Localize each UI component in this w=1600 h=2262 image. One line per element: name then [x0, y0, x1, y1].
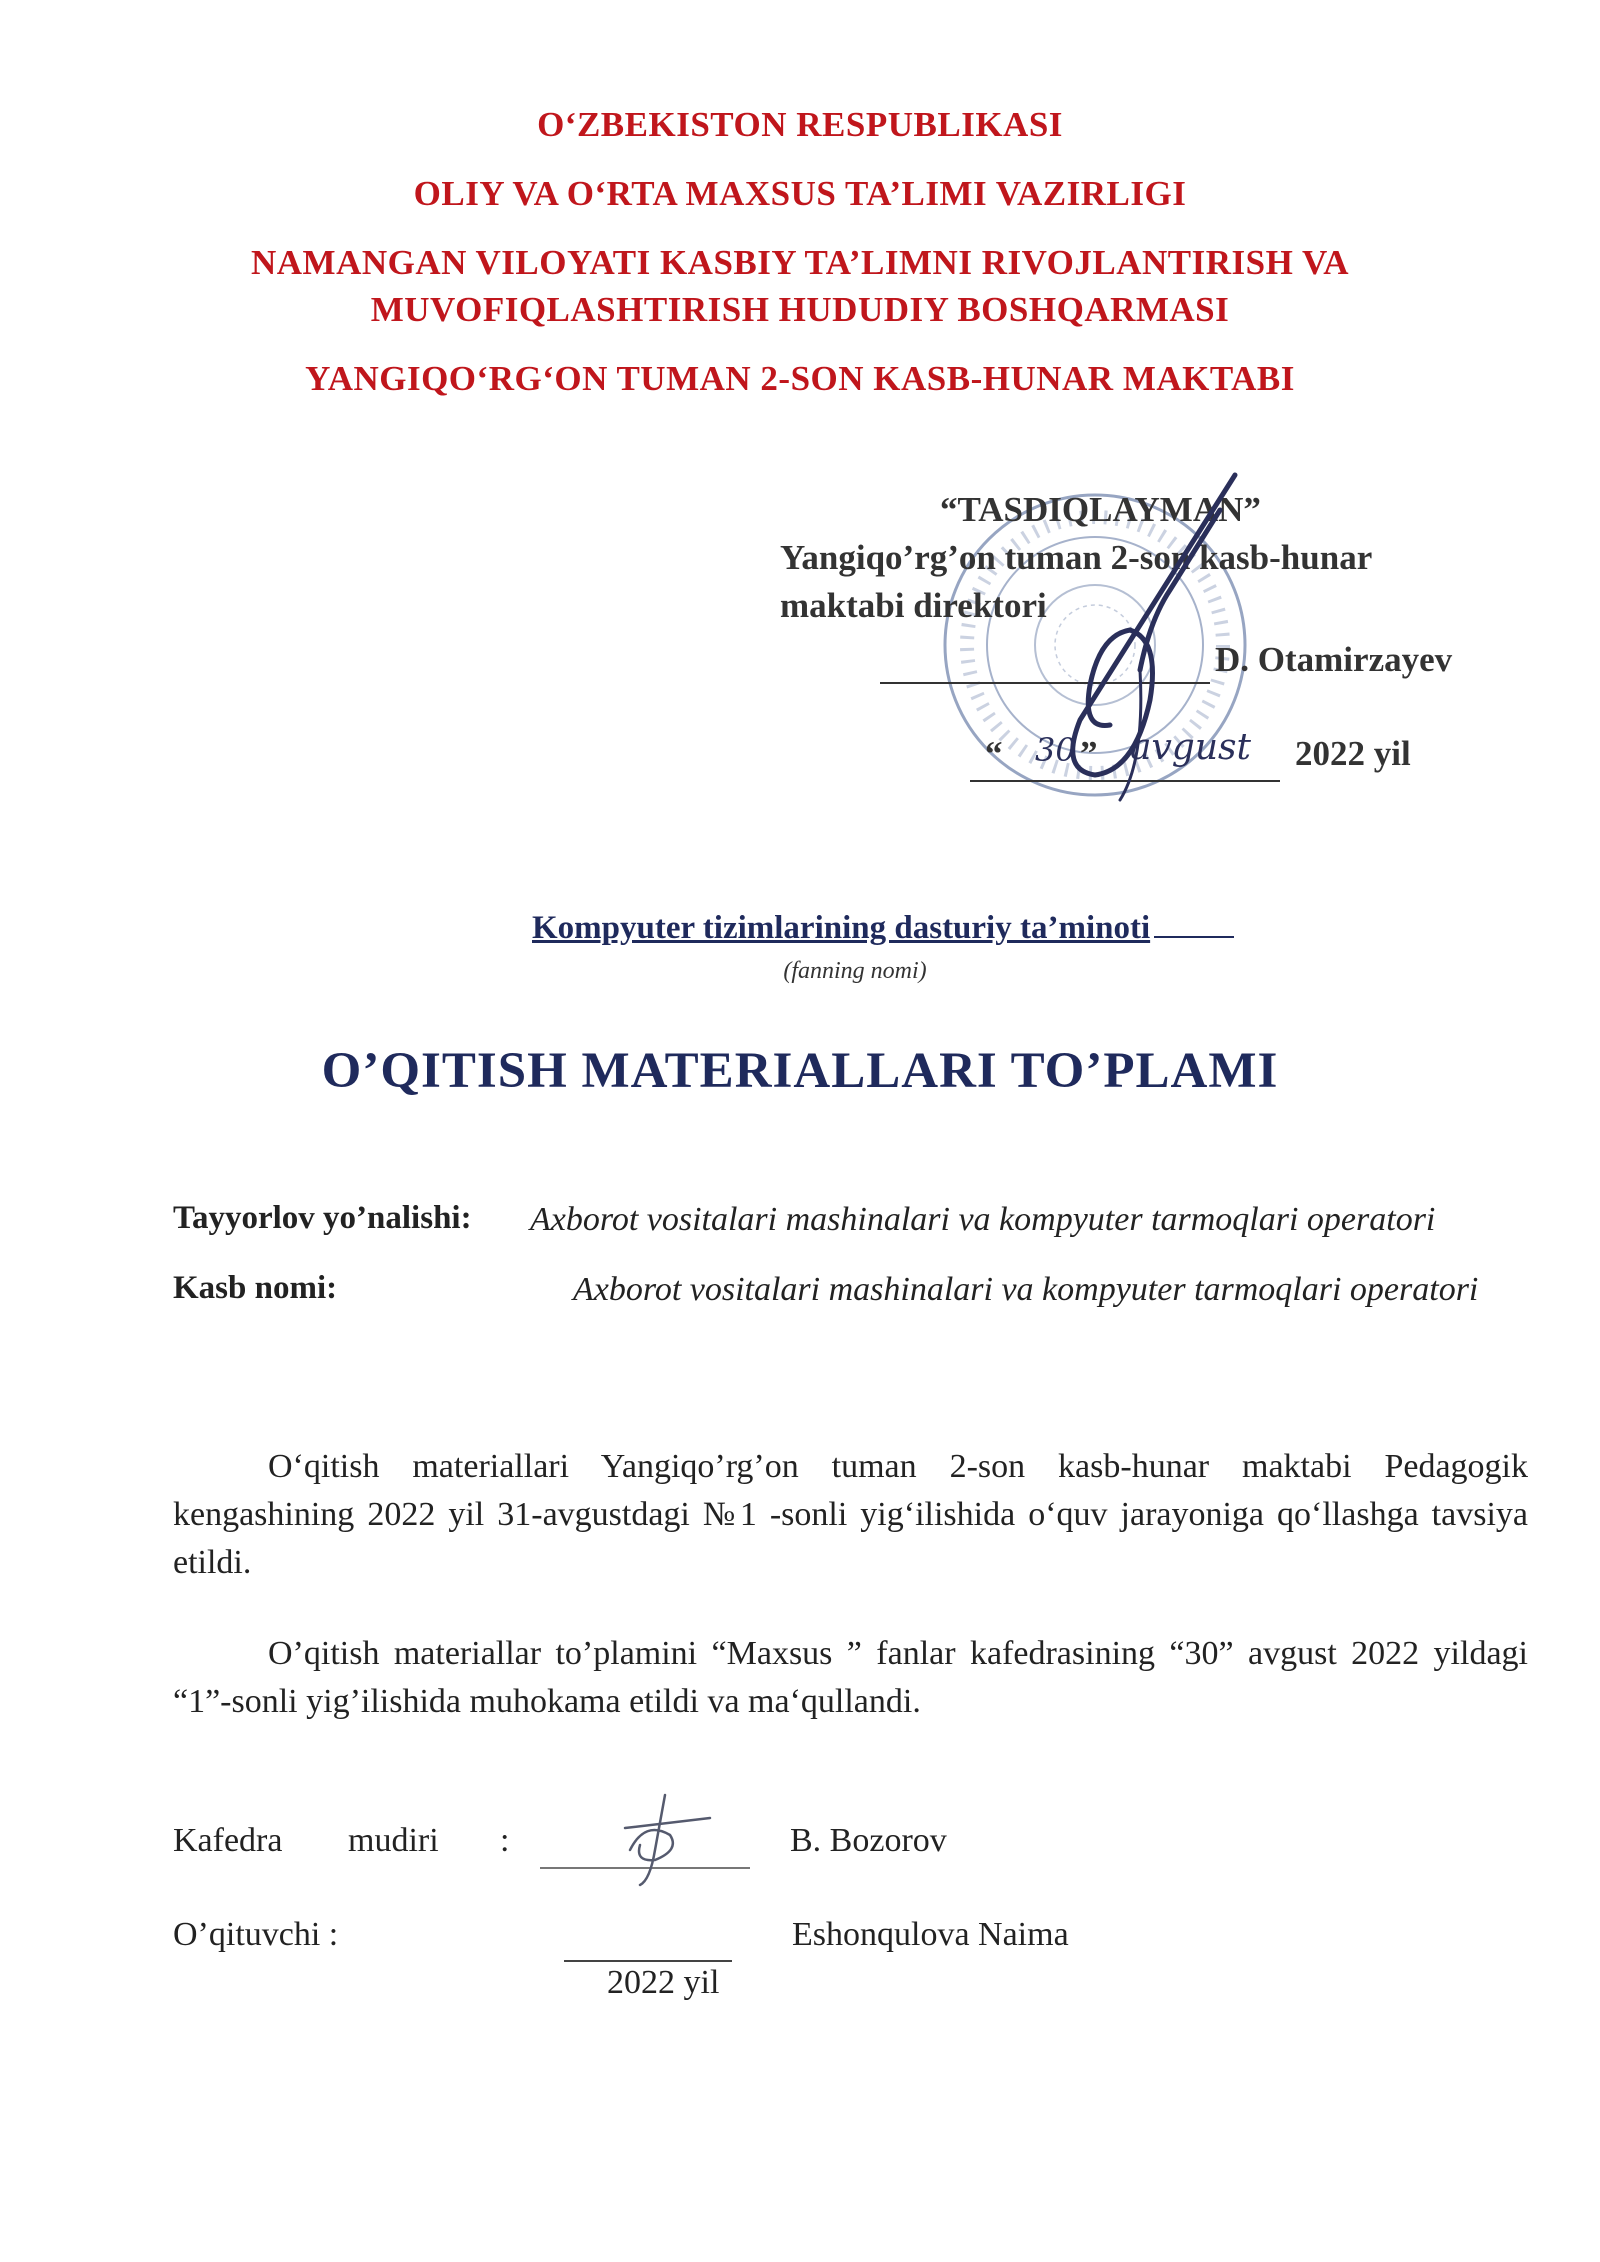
date-open-quote: “: [985, 734, 1003, 773]
date-close-quote: ”: [1080, 734, 1098, 773]
head-label-word1: Kafedra: [173, 1822, 283, 1859]
subject-underline: [1154, 910, 1234, 938]
subject-note: (fanning nomi): [783, 958, 927, 984]
department-paragraph: O’qitish materiallar to’plamini “Maxsus ” fanlar kafedrasining “30” avgust 2022 yildagi “1”-sonli yig’ilishida muhokama etildi va ma‘qullandi.: [173, 1635, 1528, 1720]
header-region-line2: MUVOFIQLASHTIRISH HUDUDIY BOSHQARMASI: [370, 290, 1230, 329]
approval-date-day: 30: [1035, 731, 1076, 769]
director-name: D. Otamirzayev: [1215, 640, 1453, 679]
approval-year: 2022 yil: [1295, 734, 1411, 773]
head-label-word2: mudiri: [348, 1822, 439, 1859]
approval-title: “TASDIQLAYMAN”: [940, 490, 1261, 529]
header-republic: O‘ZBEKISTON RESPUBLIKASI: [537, 105, 1063, 144]
subject-name: [532, 910, 1234, 947]
approval-date-month: avgust: [1130, 727, 1251, 768]
teacher-signature-line: [564, 1960, 732, 1962]
profession-value: Axborot vositalari mashinalari va kompyuter tarmoqlari operatori: [573, 1271, 1479, 1308]
header-region-line1: NAMANGAN VILOYATI KASBIY TA’LIMNI RIVOJLANTIRISH VA: [250, 243, 1349, 282]
council-paragraph: O‘qitish materiallari Yangiqo’rg’on tuman 2-son kasb-hunar maktabi Pedagogik kengashining 2022 yil 31-avgustdagi №1 -sonli yig‘ilishida o‘quv jarayoniga qo‘llashga tavsiya etildi.: [173, 1448, 1528, 1581]
header-ministry: OLIY VA O‘RTA MAXSUS TA’LIMI VAZIRLIGI: [413, 174, 1187, 213]
teacher-name: Eshonqulova Naima: [792, 1916, 1069, 1953]
document-year: 2022 yil: [607, 1964, 720, 2001]
document-title: O’QITISH MATERIALLARI TO’PLAMI: [321, 1043, 1279, 1099]
approval-org: Yangiqo’rg’on tuman 2-son kasb-hunar: [780, 538, 1373, 577]
director-signature: [1020, 470, 1260, 830]
approval-block: [780, 490, 1500, 850]
subject-name-text: Kompyuter tizimlarining dasturiy ta’minoti: [532, 910, 1151, 946]
approval-position: maktabi direktori: [780, 586, 1047, 625]
head-name: B. Bozorov: [790, 1822, 947, 1859]
teacher-label: O’qituvchi :: [173, 1916, 339, 1953]
direction-value: Axborot vositalari mashinalari va kompyuter tarmoqlari operatori: [530, 1201, 1436, 1238]
head-signature: [610, 1790, 720, 1890]
direction-label: Tayyorlov yo’nalishi:: [173, 1200, 472, 1236]
profession-label: Kasb nomi:: [173, 1270, 338, 1306]
head-label-colon: :: [500, 1822, 510, 1859]
header-school: YANGIQO‘RG‘ON TUMAN 2-SON KASB-HUNAR MAKTABI: [305, 359, 1295, 398]
